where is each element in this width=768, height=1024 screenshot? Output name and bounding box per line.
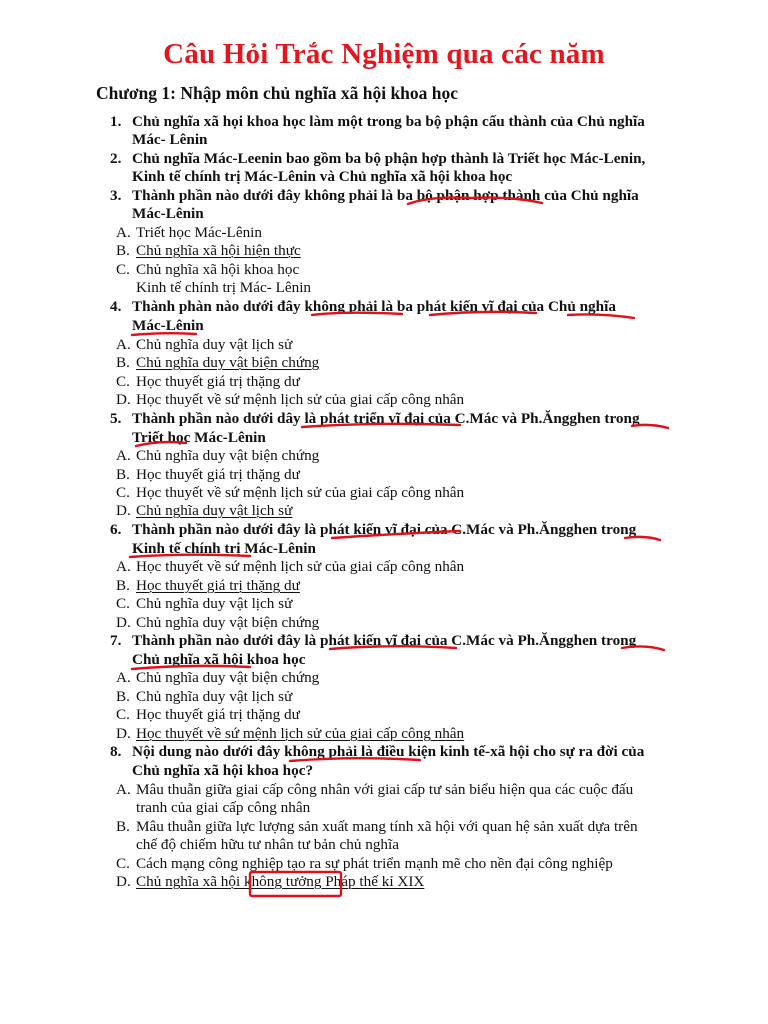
question-5-option-b: Học thuyết giá trị thặng dư [136,466,300,483]
question-5-option-a-letter: A. [116,447,131,464]
question-1-line-1: Chủ nghĩa xã họi khoa học làm một trong ba bộ phận cấu thành của Chủ nghĩa [132,113,645,130]
question-8-option-d: Chủ nghĩa xã hội không tưởng Pháp thế kỉ XIX [136,873,425,890]
question-3-option-c-letter: C. [116,261,130,278]
question-8-line-1: Nội dung nào dưới đây không phải là điều kiện kinh tế-xã hội cho sự ra đời của [132,743,645,760]
question-5-option-d-letter: D. [116,502,131,519]
question-7-option-b-letter: B. [116,688,130,705]
question-7-option-a-letter: A. [116,669,131,686]
question-6-option-a-letter: A. [116,558,131,575]
question-6-option-b-letter: B. [116,577,130,594]
question-4-option-d-letter: D. [116,391,131,408]
question-8-option-a-letter: A. [116,781,131,798]
question-5-line-2: Triết học Mác-Lênin [132,429,266,446]
question-6-line-1: Thành phần nào dưới đây là phát kiến vĩ đại của C.Mác và Ph.Ăngghen trong [132,521,637,538]
question-5-line-1: Thành phần nào dưới dây là phát triển vĩ đại của C.Mác và Ph.Ăngghen trong [132,410,640,427]
question-7-number: 7. [110,632,122,649]
question-7-option-c-letter: C. [116,706,130,723]
question-8-option-b-letter: B. [116,818,130,835]
question-6-line-2: Kinh tế chính trị Mác-Lênin [132,540,316,557]
question-2-line-2: Kinh tế chính trị Mác-Lênin và Chủ nghĩa xã hội khoa học [132,168,513,185]
question-5-option-c-letter: C. [116,484,130,501]
question-8-number: 8. [110,743,122,760]
question-7-line-2: Chủ nghĩa xã hội khoa học [132,651,306,668]
question-6-option-c-letter: C. [116,595,130,612]
question-6-option-a: Học thuyết về sứ mệnh lịch sử của giai cấp công nhân [136,558,465,575]
question-6-option-d: Chủ nghĩa duy vật biện chứng [136,614,320,631]
question-1-number: 1. [110,113,122,130]
question-4-option-a: Chủ nghĩa duy vật lịch sử [136,336,293,353]
question-5-option-b-letter: B. [116,466,130,483]
question-8-option-a: Mâu thuẫn giữa giai cấp công nhân với giai cấp tư sản biểu hiện qua các cuộc đấu [136,781,634,798]
question-8-option-c: Cách mạng công nghiệp tạo ra sự phát triển mạnh mẽ cho nền đại công nghiệp [136,855,613,872]
question-8-line-2: Chủ nghĩa xã hội khoa học? [132,762,314,779]
question-3-option-c: Chủ nghĩa xã hội khoa học [136,261,300,278]
question-7-option-b: Chủ nghĩa duy vật lịch sử [136,688,293,705]
question-4-option-d: Học thuyết về sứ mệnh lịch sử của giai cấp công nhân [136,391,465,408]
question-6-option-b: Học thuyết giá trị thặng dư [136,577,300,594]
question-7-option-a: Chủ nghĩa duy vật biện chứng [136,669,320,686]
question-3-option-a: Triết học Mác-Lênin [136,224,262,241]
question-4-option-b: Chủ nghĩa duy vật biện chứng [136,354,320,371]
question-2-line-1: Chủ nghĩa Mác-Leenin bao gồm ba bộ phận hợp thành là Triết học Mác-Lenin, [132,150,646,167]
question-4-line-1: Thành phàn nào dưới đây không phải là ba phát kiến vĩ đại của Chủ nghĩa [132,298,616,315]
question-7-option-d-letter: D. [116,725,131,742]
question-4-option-c: Học thuyết giá trị thặng dư [136,373,300,390]
question-4-option-b-letter: B. [116,354,130,371]
question-6-option-d-letter: D. [116,614,131,631]
question-3-option-d: Kinh tế chính trị Mác- Lênin [136,279,312,296]
question-5-option-d: Chủ nghĩa duy vật lịch sử [136,502,293,519]
question-3-option-b-letter: B. [116,242,130,259]
chapter-heading: Chương 1: Nhập môn chủ nghĩa xã hội khoa học [96,83,459,103]
question-4-line-2: Mác-Lênin [132,317,204,334]
document-title: Câu Hỏi Trắc Nghiệm qua các năm [163,38,605,70]
question-3-line-1: Thành phần nào dưới đây không phải là ba bộ phận hợp thành của Chủ nghĩa [132,187,639,204]
question-8-option-b-cont: chế độ chiếm hữu tư nhân tư bản chủ nghĩa [136,836,399,853]
question-4-number: 4. [110,298,122,315]
question-1-line-2: Mác- Lênin [132,131,208,148]
question-8-option-a-cont: tranh của giai cấp công nhân [136,799,311,816]
question-5-option-a: Chủ nghĩa duy vật biện chứng [136,447,320,464]
question-3-line-2: Mác-Lênin [132,205,204,222]
question-8-option-d-letter: D. [116,873,131,890]
question-8-option-c-letter: C. [116,855,130,872]
question-8-option-b: Mâu thuẫn giữa lực lượng sản xuất mang tính xã hội với quan hệ sản xuất dựa trên [136,818,638,835]
question-4-option-a-letter: A. [116,336,131,353]
question-2-number: 2. [110,150,122,167]
question-3-option-b: Chủ nghĩa xã hội hiện thực [136,242,301,259]
question-3-option-a-letter: A. [116,224,131,241]
question-7-option-d: Học thuyết về sứ mệnh lịch sử của giai cấp công nhân [136,725,465,742]
question-5-number: 5. [110,410,122,427]
question-7-line-1: Thành phần nào dưới đây là phát kiến vĩ đại của C.Mác và Ph.Ăngghen trong [132,632,637,649]
question-5-option-c: Học thuyết về sứ mệnh lịch sử của giai cấp công nhân [136,484,465,501]
question-6-number: 6. [110,521,122,538]
question-4-option-c-letter: C. [116,373,130,390]
question-6-option-c: Chủ nghĩa duy vật lịch sử [136,595,293,612]
question-7-option-c: Học thuyết giá trị thặng dư [136,706,300,723]
question-3-number: 3. [110,187,122,204]
